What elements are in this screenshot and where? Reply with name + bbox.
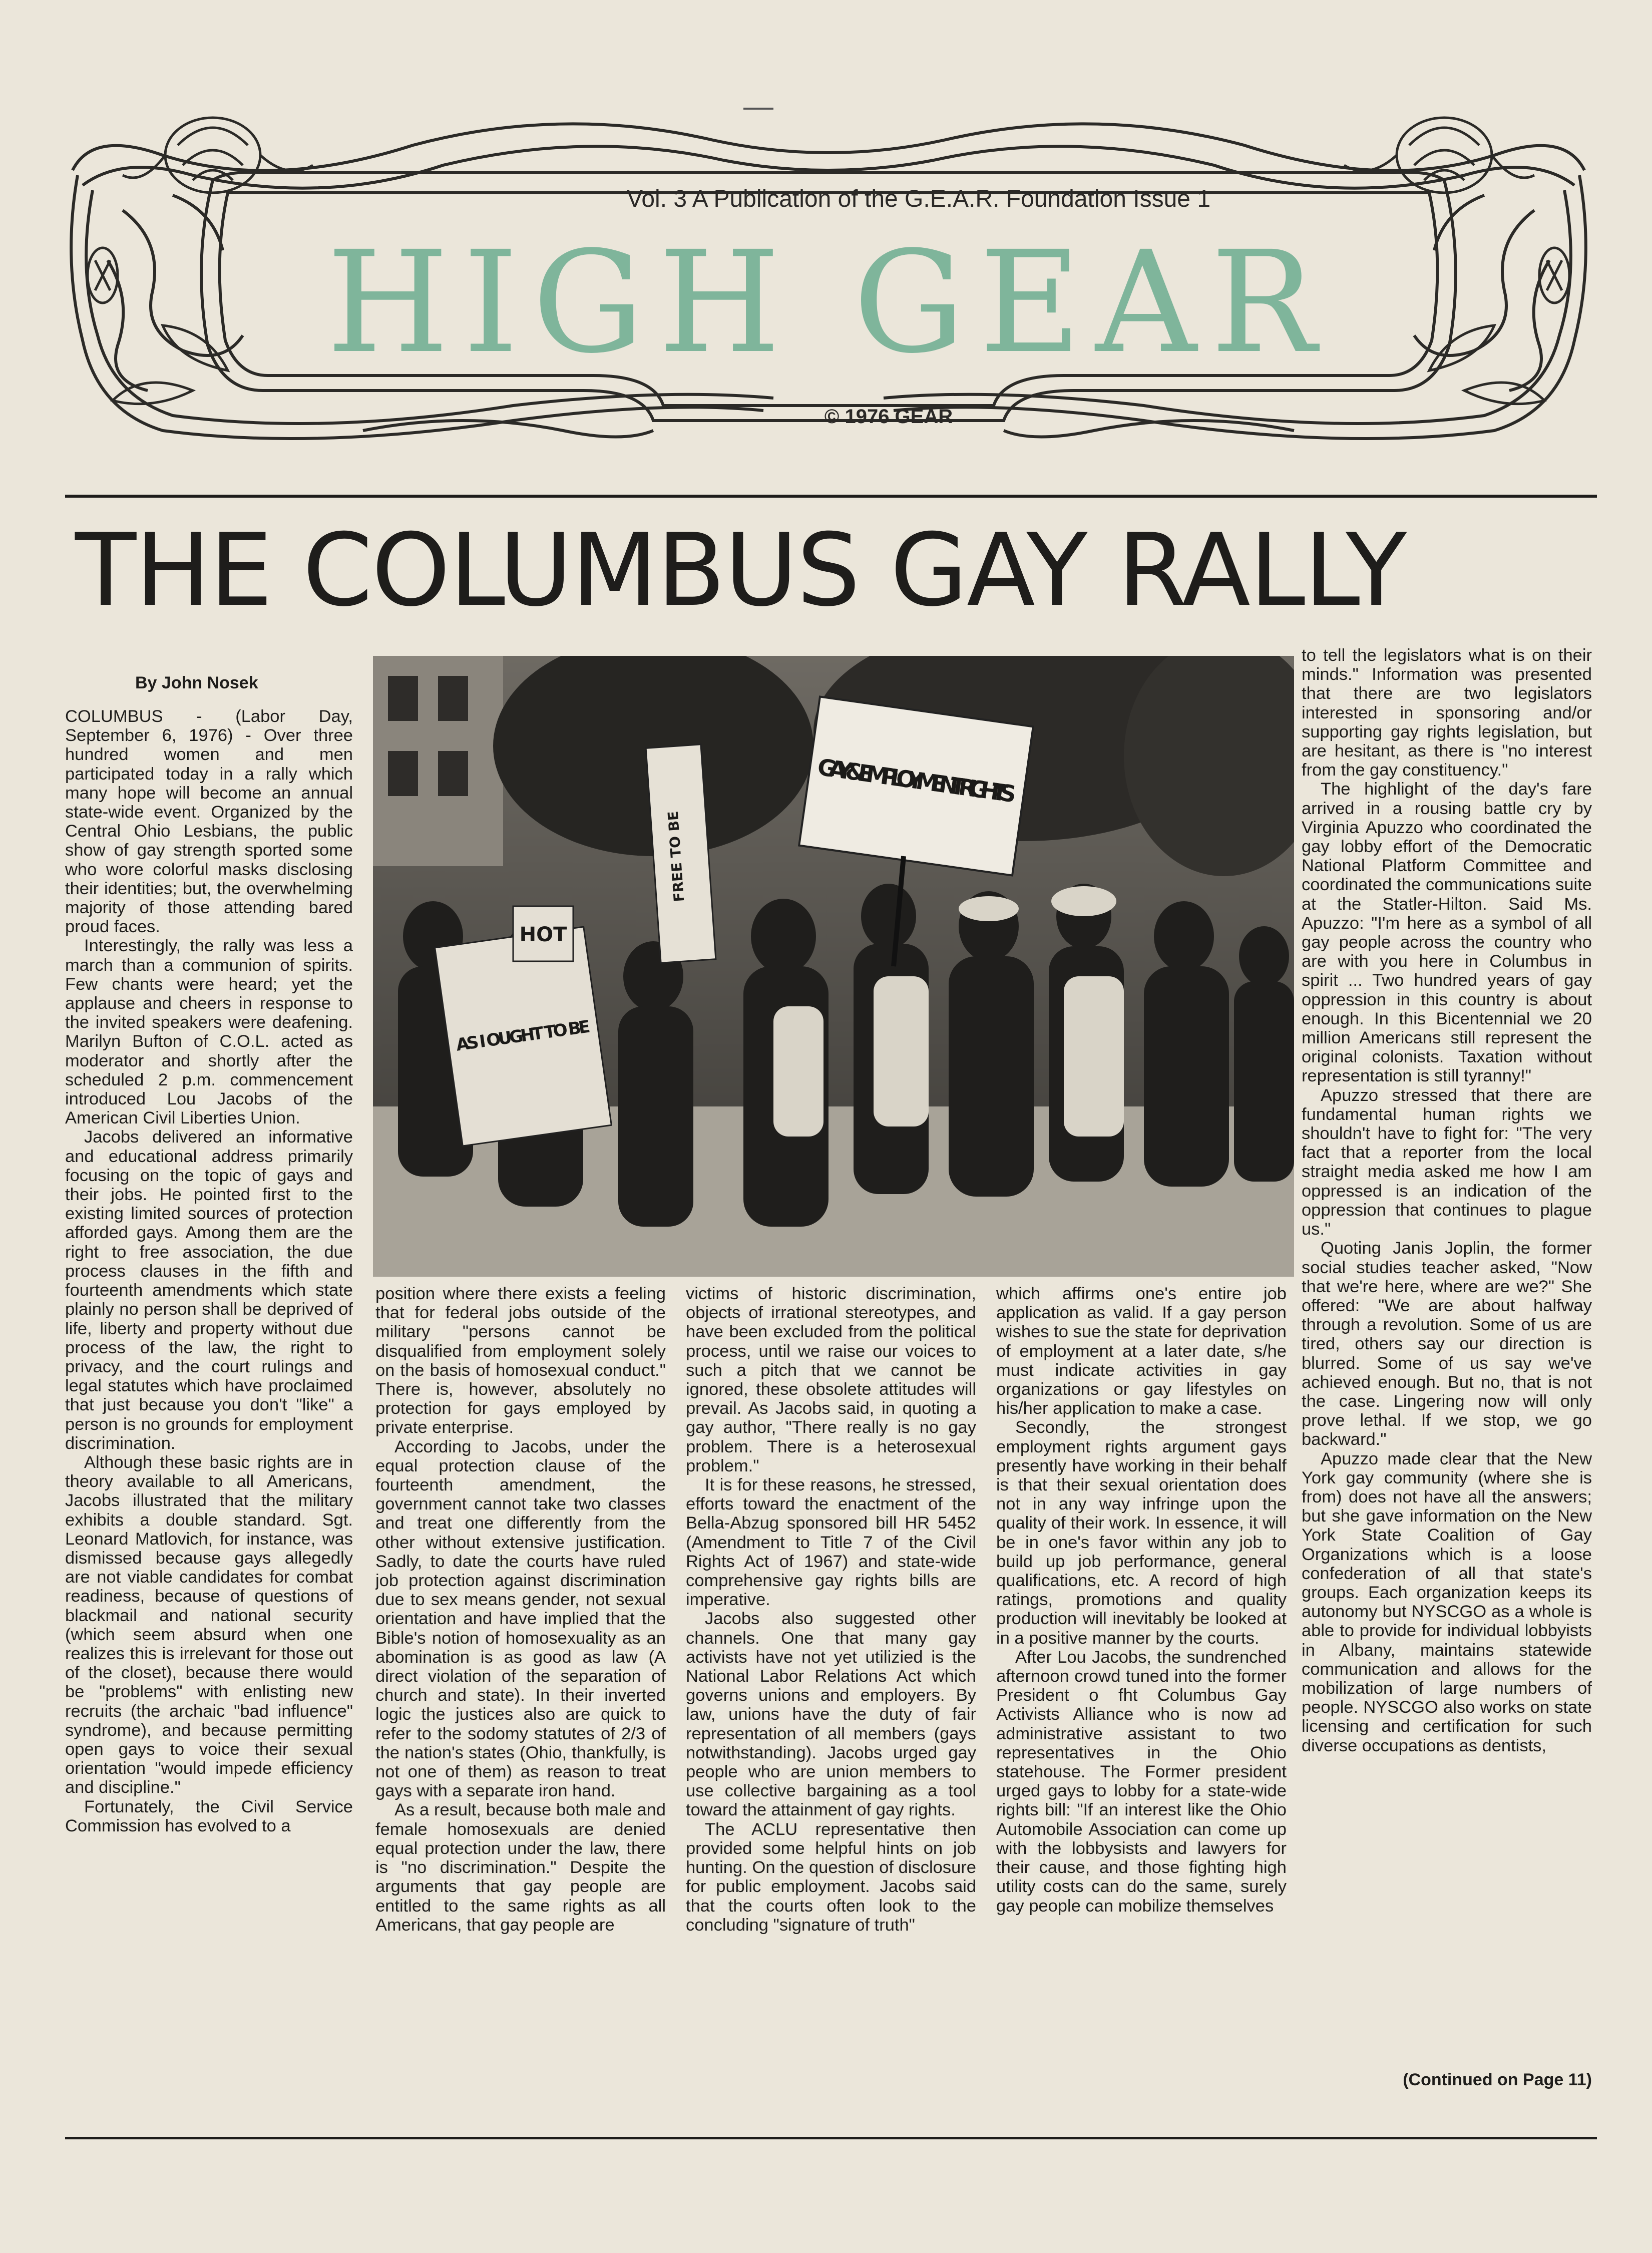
article-paragraph: Interestingly, the rally was less a march than a communion of spirits. Few chants were heard; yet the applause and cheers in response to the invited speakers were deafening. Marilyn Bufton of C.O.L. acted as moderator and shortly after the scheduled 2 p.m. commencement introduced Lou Jacobs of the American Civil Liberties Union. (65, 936, 353, 1128)
article-paragraph: The highlight of the day's fare arrived in a rousing battle cry by Virginia Apuzzo who coordinated the gay lobby effort of the Democratic National Platform Committee and coordinated the communications suite at the Statler-Hilton. Said Ms. Apuzzo: "I'm here as a symbol of all gay people across the country who are with you here in Columbus in spirit ... Two hundred years of gay oppression in this country is about enough. In this Bicentennial we 20 million Americans still represent the original colonists. Taxation without representation is still tyranny!" (1302, 780, 1592, 1086)
sign-ought-to-be: AS I OUGHT TO BE (455, 1016, 592, 1055)
article-paragraph: Jacobs delivered an informative and educational address primarily focusing on the topic of gays and their jobs. He pointed first to the existing limited sources of protection afforded gays. Among them are the right to free association, the due process clauses in the fifth and fourteenth amendments which state plainly no person shall be deprived of life, liberty and property without due process of the law, the right to privacy, and the court rulings and legal statutes which have proclaimed that just because you don't "like" a person is no grounds for employment discrimination. (65, 1128, 353, 1453)
byline: By John Nosek (135, 673, 258, 692)
sign-employment-rights: GAY & EMPLOYMENT RIGHTS (815, 753, 1018, 808)
copyright-line: © 1976 GEAR (824, 406, 953, 428)
article-paragraph: Although these basic rights are in theory available to all Americans, Jacobs illustrated that the military exhibits a double standard. Sgt. Leonard Matlovich, for instance, was dismissed because gays allegedly are not viable candidates for combat readiness, because of questions of blackmail and national security (which seem absurd when one realizes this is irrelevant for those out of the closet), because there would be "problems" with enlisting new recruits (the archaic "bad influence" syndrome), and because permitting open gays to voice their sexual orientation "would impede efficiency and discipline." (65, 1452, 353, 1797)
continued-note: (Continued on Page 11) (1403, 2070, 1592, 2089)
sign-hot: HOT (519, 923, 567, 946)
article-paragraph: Secondly, the strongest employment rights argument gays presently have working in their behalf is that their sexual orientation does not in any way infringe upon the quality of their work. In essence, it will be in one's favor within any job to build up job performance, general qualifications, etc. A record of high ratings, promotions and quality production will inevitably be looked at in a positive manner by the courts. (996, 1418, 1287, 1648)
article-paragraph: victims of historic discrimination, objects of irrational stereotypes, and have been excluded from the political process, until we raise our voices to such a pitch that we cannot be ignored, these obsolete attitudes will prevail. As Jacobs said, in quoting a gay author, "There really is no gay problem. There is a heterosexual problem." (686, 1284, 976, 1475)
article-paragraph: It is for these reasons, he stressed, efforts toward the enactment of the Bella-Abzug sponsored bill HR 5452 (Amendment to Title 7 of the Civil Rights Act of 1967) and state-wide comprehensive gay rights bills are imperative. (686, 1475, 976, 1610)
article-column-3 (686, 1284, 976, 2135)
article-paragraph: Jacobs also suggested other channels. One that many gay activists have not yet utilizied is the National Labor Relations Act which governs unions and employers. By law, unions have the duty of fair representation of all members (gays notwithstanding). Jacobs urged gay people who are union members to use collective bargaining as a tool toward the attainment of gay rights. (686, 1609, 976, 1820)
article-paragraph: Apuzzo stressed that there are fundamental human rights we shouldn't have to fight for: "The very fact that a reporter from the local straight media asked me how I am oppressed is an indication of the oppression that continues to plague us." (1302, 1085, 1592, 1239)
masthead-rule (65, 495, 1597, 498)
article-paragraph: According to Jacobs, under the equal protection clause of the fourteenth amendment, the government cannot take two classes and treat one differently from the other without extensive justification. Sadly, to date the courts have ruled job protection against discrimination due to sex means gender, not sexual orientation and have implied that the Bible's notion of homosexuality as an abomination is as good as law (A direct violation of the separation of church and state). In their inverted logic the justices also are quick to refer to the sodomy statutes of 2/3 of the nation's states (Ohio, thankfully, is not one of them) as reason to treat gays with a separate iron hand. (375, 1437, 666, 1801)
rally-photo (373, 656, 1294, 1277)
volume-line: Vol. 3 A Publication of the G.E.A.R. Foundation Issue 1 (626, 186, 1211, 212)
masthead-title: HIGH GEAR (326, 221, 1331, 385)
article-paragraph: COLUMBUS - (Labor Day, September 6, 1976) - Over three hundred women and men participated today in a rally which many hope will become an annual state-wide event. Organized by the Central Ohio Lesbians, the public show of gay strength sported some who wore colorful masks disclosing their identities; but, the overwhelming majority of those attending bared proud faces. (65, 707, 353, 937)
article-column-4 (996, 1284, 1287, 2135)
article-paragraph: position where there exists a feeling that for federal jobs outside of the military "persons cannot be disqualified from employment solely on the basis of homosexual conduct." There is, however, absolutely no protection for gays employed by private enterprise. (375, 1284, 666, 1437)
top-rule-mark (743, 108, 773, 110)
article-column-2 (375, 1284, 666, 2135)
article-column-5 (1302, 646, 1592, 2063)
article-paragraph: Quoting Janis Joplin, the former social studies teacher asked, "Now that we're here, where are we?" She offered: "We are about halfway through a revolution. Some of us are tired, others say our direction is blurred. Some of us say we've achieved enough. But no, that is not the case. Lingering now will only prove lethal. If we stop, we go backward." (1302, 1239, 1592, 1449)
article-paragraph: Fortunately, the Civil Service Commission has evolved to a (65, 1797, 353, 1835)
rally-photo-image (373, 656, 1294, 1277)
article-paragraph: As a result, because both male and female homosexuals are denied equal protection under the law, there is "no discrimination." Despite the arguments that gay people are entitled to the same rights as all Americans, that gay people are (375, 1800, 666, 1935)
article-paragraph: to tell the legislators what is on their minds." Information was presented that there are two legislators interested in sponsoring and/or supporting gay rights legislation, but are hesitant, as there is "no interest from the gay constituency." (1302, 646, 1592, 780)
headline: THE COLUMBUS GAY RALLY (75, 512, 1406, 629)
bottom-rule (65, 2137, 1597, 2139)
article-paragraph: The ACLU representative then provided some helpful hints on job hunting. On the question of disclosure for public employment. Jacobs said that the courts often look to the concluding "signature of truth" (686, 1819, 976, 1935)
article-column-1 (65, 707, 353, 2134)
article-paragraph: Apuzzo made clear that the New York gay community (where she is from) does not have all the answers; but she gave information on the New York State Coalition of Gay Organizations which is a loose confederation of all that state's groups. Each organization keeps its autonomy but NYSCGO as a whole is able to provide for individual lobbyists in Albany, maintains statewide communication and allows for the mobilization of large numbers of people. NYSCGO also works on state licensing and certification for such diverse occupations as dentists, (1302, 1449, 1592, 1755)
article-paragraph: which affirms one's entire job application as valid. If a gay person wishes to sue the state for deprivation of employment at a later date, s/he must indicate activities in gay organizations or gay lifestyles on his/her application to make a case. (996, 1284, 1287, 1418)
sign-free-to-be: FREE TO BE (664, 810, 688, 903)
masthead (63, 110, 1594, 456)
article-paragraph: After Lou Jacobs, the sundrenched afternoon crowd tuned into the former President o fht Columbus Gay Activists Alliance who is now ad administrative assistant to two representatives in the Ohio statehouse. The Former president urged gays to lobby for a state-wide rights bill: "If an interest like the Ohio Automobile Association can come up with the lobbysists and lawyers for their cause, and those fighting high utility costs can do the same, surely gay people can mobilize themselves (996, 1647, 1287, 1916)
